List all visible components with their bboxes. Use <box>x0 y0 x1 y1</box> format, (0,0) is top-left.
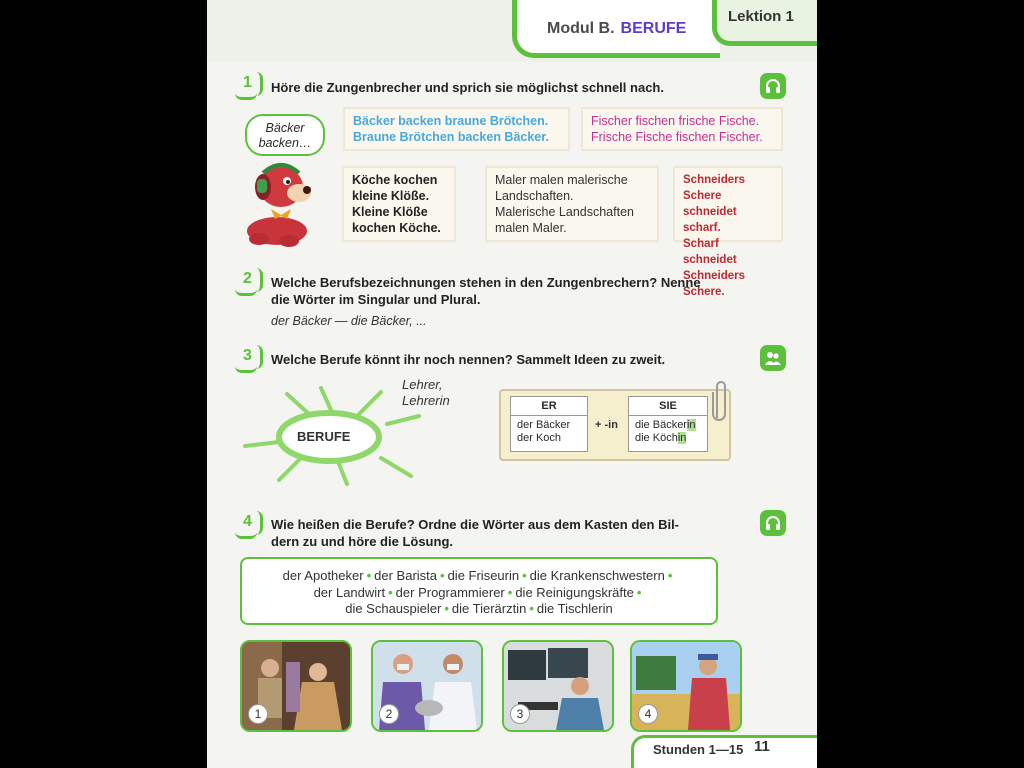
twister-4-line-1: Maler malen malerische <box>495 173 628 187</box>
suffix-operator: + -in <box>595 419 618 431</box>
sie-row-1: die Bäckerin <box>635 419 696 431</box>
word: der Landwirt <box>313 584 386 600</box>
twister-4-line-2: Landschaften. <box>495 189 574 203</box>
word: der Programmierer <box>395 584 505 600</box>
word: die Schauspieler <box>345 601 442 616</box>
word: die Tierärztin <box>451 601 527 616</box>
exercise-4-instruction-line-2: dern zu und höre die Lösung. <box>271 534 453 549</box>
word: die Tischlerin <box>536 601 613 616</box>
modul-label: Modul B. <box>547 20 615 37</box>
twister-1-line-1: Bäcker backen braune Brötchen. <box>353 114 549 128</box>
er-header: ER <box>511 397 587 416</box>
photo-actors <box>240 640 352 732</box>
word: der Apotheker <box>282 568 364 583</box>
sie-row-1-suffix: in <box>686 419 696 431</box>
headphones-icon[interactable] <box>760 73 786 99</box>
sun-note-line-2: Lehrerin <box>402 393 450 408</box>
photo-number: 3 <box>510 704 530 724</box>
exercise-2-number: 2 <box>235 268 265 296</box>
exercise-2-example: der Bäcker — die Bäcker, ... <box>271 314 427 328</box>
bubble-line-2: backen… <box>258 136 312 150</box>
sun-note-line-1: Lehrer, <box>402 377 443 392</box>
exercise-1-instruction: Höre die Zungenbrecher und sprich sie möglichst schnell nach. <box>271 80 664 95</box>
sie-table <box>628 396 708 452</box>
sun-note <box>402 377 450 409</box>
twister-5-line-1: Schneiders Schere <box>683 174 745 202</box>
twister-card-2 <box>583 109 781 149</box>
headphones-icon[interactable] <box>760 510 786 536</box>
exercise-4-instruction-line-1: Wie heißen die Berufe? Ordne die Wörter aus dem Kasten den Bil- <box>271 517 680 532</box>
twister-1-line-2: Braune Brötchen backen Bäcker. <box>353 130 549 144</box>
exercise-3-instruction: Welche Berufe könnt ihr noch nennen? Sammelt Ideen zu zweit. <box>271 352 666 367</box>
er-row-2: der Koch <box>517 432 562 444</box>
word-box-line-1: der Apotheker • der Barista • die Friseurin • die Krankenschwestern • <box>282 568 673 583</box>
word: der Barista <box>374 568 438 583</box>
twister-3-line-4: kochen Köche. <box>352 221 441 235</box>
twister-card-1 <box>345 109 568 149</box>
twister-5-line-3: Scharf schneidet <box>683 238 737 266</box>
dog-with-headphones-illustration <box>237 157 317 249</box>
photo-programmer <box>502 640 614 732</box>
twister-4-line-3: Malerische Landschaften <box>495 205 634 219</box>
twister-3-line-3: Kleine Klöße <box>352 205 428 219</box>
paperclip-icon <box>711 378 731 424</box>
exercise-1-number: 1 <box>235 72 265 100</box>
er-row-1: der Bäcker <box>517 419 571 431</box>
exercise-3-number: 3 <box>235 345 265 373</box>
exercise-4-number: 4 <box>235 511 265 539</box>
word: die Krankenschwestern <box>529 568 665 583</box>
pair-work-icon[interactable] <box>760 345 786 371</box>
word: die Reinigungskräfte <box>515 584 634 600</box>
stunden-label: Stunden 1—15 <box>653 742 744 757</box>
exercise-2-instruction-line-2: die Wörter im Singular und Plural. <box>271 292 481 307</box>
twister-4-line-4: malen Maler. <box>495 221 567 235</box>
twister-card-3 <box>344 168 454 240</box>
photo-number: 4 <box>638 704 658 724</box>
photo-farmer <box>630 640 742 732</box>
exercise-4-instruction <box>271 516 679 550</box>
photo-number: 1 <box>248 704 268 724</box>
word: die Friseurin <box>447 568 520 583</box>
exercise-2-instruction-line-1: Welche Berufsbezeichnungen stehen in den Zungenbrechern? Nenne <box>271 275 701 290</box>
photo-number: 2 <box>379 704 399 724</box>
word-box-line-2: der Landwirt • der Programmierer • die Reinigungskräfte • <box>313 584 642 600</box>
twister-5-line-2: schneidet scharf. <box>683 206 737 234</box>
twister-2-line-2: Frische Fische fischen Fischer. <box>591 130 763 144</box>
twister-2-line-1: Fischer fischen frische Fische. <box>591 114 760 128</box>
lektion-label: Lektion 1 <box>728 8 794 25</box>
twister-card-4 <box>487 168 657 240</box>
twister-3-line-2: kleine Klöße. <box>352 189 430 203</box>
photo-vets <box>371 640 483 732</box>
modul-heading <box>547 20 686 38</box>
textbook-page <box>207 0 817 768</box>
twister-3-line-1: Köche kochen <box>352 173 438 187</box>
sie-row-2-suffix: in <box>677 432 687 444</box>
speech-bubble <box>245 114 325 156</box>
bubble-line-1: Bäcker <box>265 121 305 135</box>
modul-title: BERUFE <box>620 20 687 37</box>
sie-row-2: die Köchin <box>635 432 687 444</box>
word-box-line-3: die Schauspieler • die Tierärztin • die Tischlerin <box>345 601 613 616</box>
page-number: 11 <box>754 738 770 755</box>
sie-header: SIE <box>629 397 707 416</box>
sun-label: BERUFE <box>297 429 351 444</box>
er-table <box>510 396 588 452</box>
twister-5-line-4: Schneiders Schere. <box>683 270 745 298</box>
exercise-2-instruction <box>271 274 701 308</box>
twister-card-5 <box>675 168 781 298</box>
word-box <box>240 557 718 625</box>
